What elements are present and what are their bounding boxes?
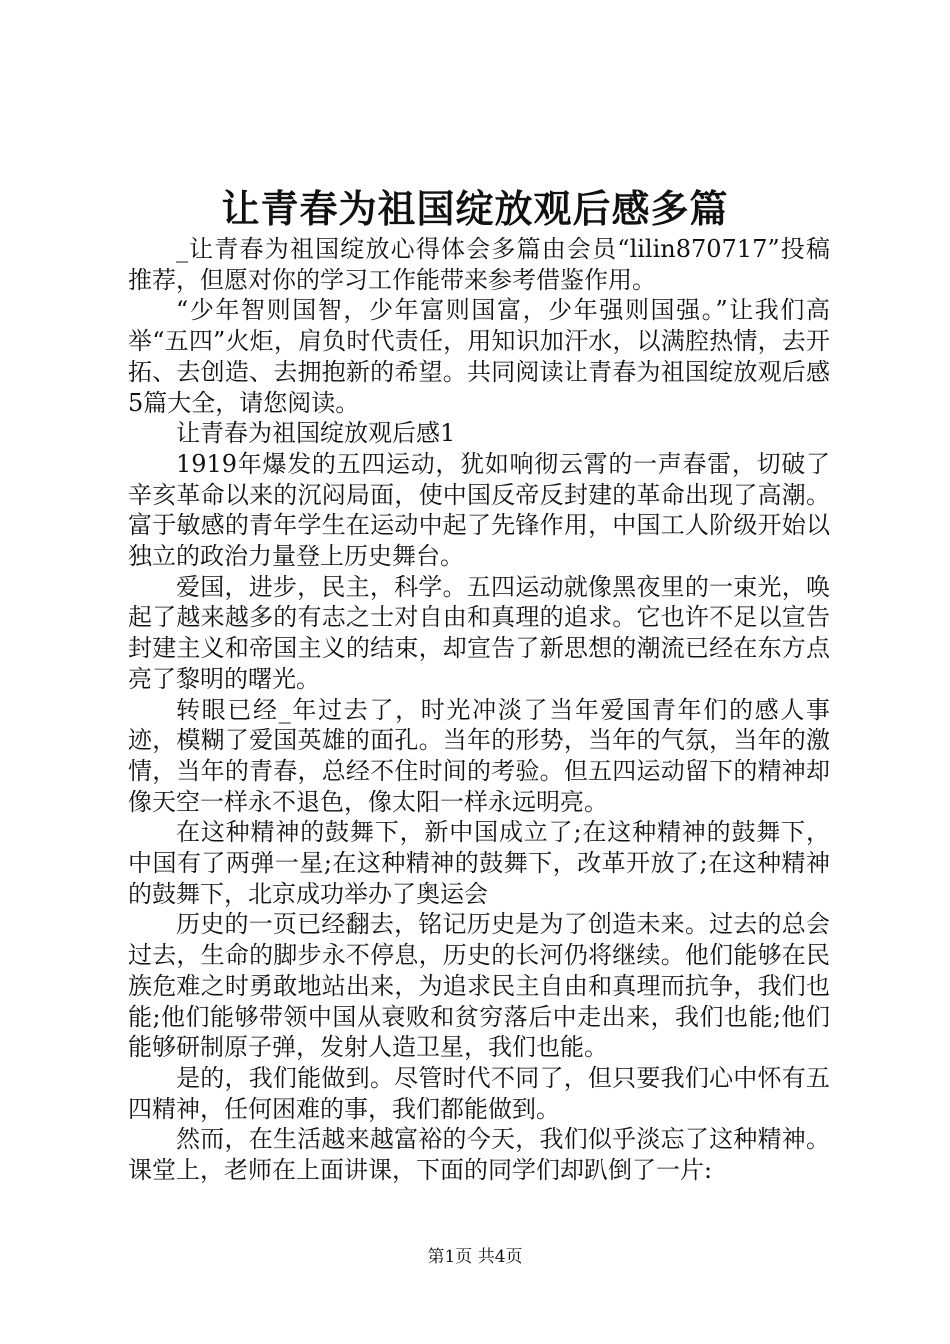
paragraph: 是的，我们能做到。尽管时代不同了，但只要我们心中怀有五四精神，任何困难的事，我们都能做到。 (128, 1063, 830, 1123)
paragraph-intro: _让青春为祖国绽放心得体会多篇由会员“lilin870717”投稿推荐，但愿对你的学习工作能带来参考借鉴作用。 (128, 235, 830, 294)
paragraph: 然而，在生活越来越富裕的今天，我们似乎淡忘了这种精神。课堂上，老师在上面讲课，下面的同学们却趴倒了一片: (128, 1125, 830, 1185)
document-title: 让青春为祖国绽放观后感多篇 (221, 186, 729, 231)
paragraph-quote: “少年智则国智，少年富则国富，少年强则国强。”让我们高举“五四”火炬，肩负时代责任，用知识加汗水，以满腔热情，去开拓、去创造、去拥抱新的希望。共同阅读让青春为祖国绽放观后感5篇大全，请您阅读。 (128, 296, 830, 417)
section-heading: 让青春为祖国绽放观后感1 (176, 419, 456, 448)
paragraph: 在这种精神的鼓舞下，新中国成立了;在这种精神的鼓舞下，中国有了两弹一星;在这种精神的鼓舞下，改革开放了;在这种精神的鼓舞下，北京成功举办了奥运会 (128, 818, 830, 908)
document-body (128, 234, 830, 1186)
paragraph: 历史的一页已经翻去，铭记历史是为了创造未来。过去的总会过去，生命的脚步永不停息，历史的长河仍将继续。他们能够在民族危难之时勇敢地站出来，为追求民主自由和真理而抗争，我们也能;他们能够带领中国从衰败和贫穷落后中走出来，我们也能;他们能够研制原子弹，发射人造卫星，我们也能。 (128, 910, 830, 1062)
paragraph: 转眼已经_年过去了，时光冲淡了当年爱国青年们的感人事迹，模糊了爱国英雄的面孔。当年的形势，当年的气氛，当年的激情，当年的青春，总经不住时间的考验。但五四运动留下的精神却像天空一样永不退色，像太阳一样永远明亮。 (128, 695, 830, 816)
paragraph: 爱国，进步，民主，科学。五四运动就像黑夜里的一束光，唤起了越来越多的有志之士对自由和真理的追求。它也许不足以宣告封建主义和帝国主义的结束，却宣告了新思想的潮流已经在东方点亮了黎明的曙光。 (128, 572, 830, 693)
page-footer: 第1页 共4页 (427, 1247, 523, 1267)
paragraph: 1919年爆发的五四运动，犹如响彻云霄的一声春雷，切破了辛亥革命以来的沉闷局面，使中国反帝反封建的革命出现了高潮。富于敏感的青年学生在运动中起了先锋作用，中国工人阶级开始以独立的政治力量登上历史舞台。 (128, 449, 830, 571)
